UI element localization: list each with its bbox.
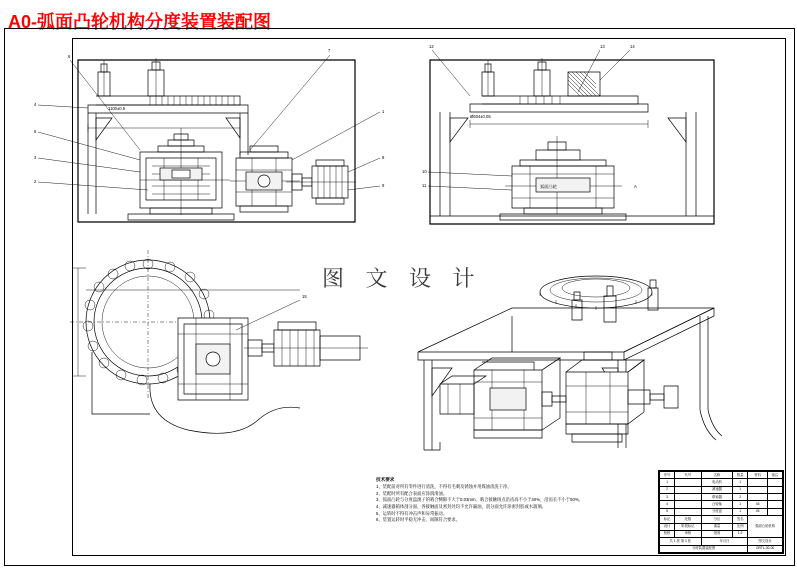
meta-weight-label: 重量 <box>701 523 732 530</box>
bom-cell <box>675 494 702 501</box>
bom-col-remark: 备注 <box>767 472 782 479</box>
title-block-meta-row <box>660 545 783 552</box>
svg-text:5: 5 <box>34 129 37 134</box>
svg-text:A: A <box>634 184 637 189</box>
bom-cell <box>675 486 702 493</box>
meta-drawing-no: GRTL-00-00 <box>748 545 783 552</box>
meta-part-name2: 分度装置装配图 <box>660 545 748 552</box>
page-title: A0-弧面凸轮机构分度装置装配图 <box>8 12 272 32</box>
svg-text:2: 2 <box>34 179 37 184</box>
meta-school: 图文设计 <box>748 538 783 545</box>
bom-cell: 联轴器 <box>701 494 732 501</box>
technical-note-line: 1、装配前对所有零件进行清洗，不得有毛刺及锈蚀并用煤油清洗干净。 <box>376 484 512 490</box>
bom-cell: 1 <box>733 486 748 493</box>
table-row <box>660 486 783 493</box>
bom-cell <box>767 486 782 493</box>
title-block-header-row <box>660 472 783 479</box>
table-row <box>660 479 783 486</box>
table-row <box>660 494 783 501</box>
svg-text:弧面凸轮: 弧面凸轮 <box>540 184 557 189</box>
svg-text:1: 1 <box>382 109 385 114</box>
bom-cell: 5 <box>660 508 675 515</box>
svg-text:7: 7 <box>328 48 331 53</box>
bom-col-index: 序号 <box>660 472 675 479</box>
title-block-meta-row <box>660 516 783 523</box>
meta-scale-label: 比例 <box>733 523 748 530</box>
svg-text:4: 4 <box>34 102 37 107</box>
meta-design-label: 设计 <box>660 523 675 530</box>
bom-cell: 3 <box>660 494 675 501</box>
part-name: 弧面凸轮机构 <box>748 516 783 538</box>
bom-cell <box>767 494 782 501</box>
watermark-text: 图 文 设 计 <box>322 266 483 291</box>
svg-text:3: 3 <box>34 155 37 160</box>
bom-col-name: 名称 <box>701 472 732 479</box>
bom-cell: 45 <box>748 501 768 508</box>
bom-cell: 分度盘 <box>701 508 732 515</box>
svg-text:8: 8 <box>382 155 385 160</box>
view-index-ring <box>70 250 368 433</box>
bom-cell <box>748 479 768 486</box>
bom-cell <box>767 479 782 486</box>
bom-cell: 4 <box>660 501 675 508</box>
technical-note-line: 3、弧面凸轮与分度盘滚子的啮合侧隙不大于0.03mm，啮合接触斑点沿齿高不小于40%，沿齿长不小于50%。 <box>376 497 583 503</box>
bom-cell <box>767 508 782 515</box>
technical-note-line: 2、装配时所有配合表面应涂润滑油。 <box>376 490 448 496</box>
technical-note-line: 5、运转时不得有冲击声和异常振动。 <box>376 510 448 516</box>
table-row <box>660 508 783 515</box>
title-block-meta-row <box>660 538 783 545</box>
meta-sheet-label: 共 1 张 第 1 张 <box>660 538 702 545</box>
bom-col-qty: 数量 <box>733 472 748 479</box>
bom-cell <box>675 508 702 515</box>
technical-notes-heading: 技术要求 <box>376 477 395 482</box>
svg-text:9: 9 <box>382 183 385 188</box>
bom-cell: 减速器 <box>701 486 732 493</box>
meta-audit-label: 审核 <box>675 530 702 537</box>
meta-qty-label: 处数 <box>675 516 702 523</box>
title-block <box>658 470 784 554</box>
svg-text:13: 13 <box>600 44 605 49</box>
bom-cell: 45 <box>748 508 768 515</box>
bom-col-material: 材料 <box>748 472 768 479</box>
svg-text:Ø604±0.05: Ø604±0.05 <box>470 114 491 119</box>
meta-stage-label: 阶段标记 <box>675 523 702 530</box>
meta-scale-value: 1:2 <box>733 530 748 537</box>
bom-cell: 1 <box>733 479 748 486</box>
meta-check-label: 校核 <box>660 530 675 537</box>
bom-cell: 2 <box>733 494 748 501</box>
svg-text:10: 10 <box>422 169 427 174</box>
bom-cell: 2 <box>660 486 675 493</box>
bom-cell <box>767 501 782 508</box>
technical-note-line: 6、装置运转时平稳无冲击，间隙符合要求。 <box>376 517 461 523</box>
svg-text:11: 11 <box>422 183 427 188</box>
bom-cell: 1 <box>733 508 748 515</box>
meta-doc-label: 分区 <box>701 516 732 523</box>
view-isometric <box>418 276 722 450</box>
view-top-right <box>422 44 714 224</box>
bom-cell: 1 <box>660 479 675 486</box>
meta-date-label: 年月日 <box>701 538 747 545</box>
bom-cell: 1 <box>733 501 748 508</box>
svg-text:14: 14 <box>630 44 635 49</box>
meta-mark-label: 标记 <box>660 516 675 523</box>
bom-cell: 凸轮轴 <box>701 501 732 508</box>
svg-text:1100±0.5: 1100±0.5 <box>108 106 126 111</box>
bom-cell <box>748 494 768 501</box>
bom-cell <box>675 501 702 508</box>
bom-col-code: 代号 <box>675 472 702 479</box>
bom-cell: 电动机 <box>701 479 732 486</box>
table-row <box>660 501 783 508</box>
svg-text:6: 6 <box>68 54 71 59</box>
technical-notes <box>376 476 646 524</box>
bom-cell <box>748 486 768 493</box>
bom-cell <box>675 479 702 486</box>
svg-text:15: 15 <box>302 294 307 299</box>
svg-text:12: 12 <box>429 44 434 49</box>
meta-sign-label: 签名 <box>733 516 748 523</box>
view-front-elevation <box>34 48 385 222</box>
meta-approve-label: 批准 <box>701 530 732 537</box>
technical-note-line: 4、减速器箱体剖分面、各接触面及密封处均不允许漏油，剖分面允许涂密封胶或水玻璃。 <box>376 504 546 510</box>
